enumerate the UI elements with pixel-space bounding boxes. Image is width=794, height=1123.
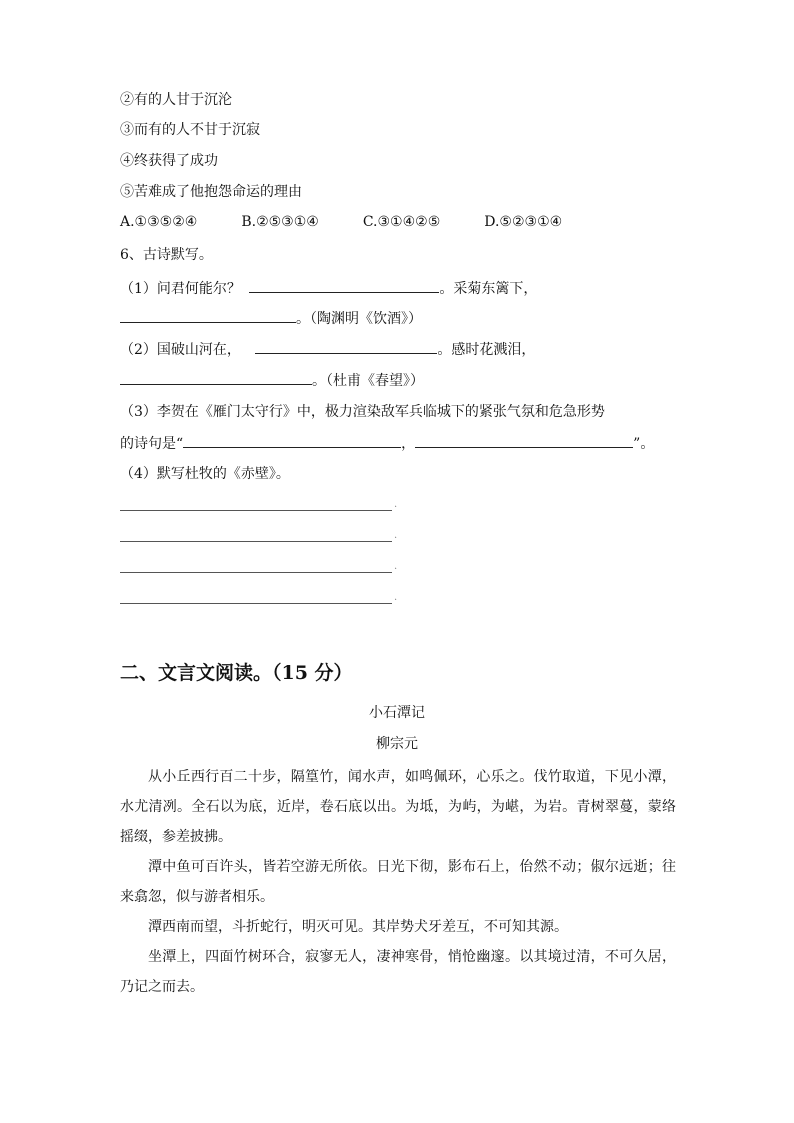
passage-paragraph-2: 潭中鱼可百许头，皆若空游无所依。日光下彻，影布石上，佁然不动；俶尔远逝；往来翕忽，似与游者相乐。 [120,859,676,905]
q6-part4-prompt: （4）默写杜牧的《赤壁》。 [120,466,290,482]
answer-blank[interactable] [120,370,312,385]
q6-part3-line1: （3）李贺在《雁门太守行》中，极力渲染敌军兵临城下的紧张气氛和危急形势 [120,404,605,420]
answer-blank[interactable] [183,433,401,448]
q6-part1-line1 [120,278,537,299]
option-c: C.③①④②⑤ [362,214,441,230]
q6-part3-end: ”。 [633,436,655,452]
q6-part3-comma: ， [401,436,416,452]
order-item-3: ③而有的人不甘于沉寂 [120,122,260,138]
q6-part3-lead: 的诗句是“ [120,436,184,452]
writing-line[interactable] [120,541,392,542]
passage-title: 小石潭记 [369,705,425,721]
option-d: D.⑤②③①④ [484,214,563,230]
q6-part2-line2 [120,370,424,391]
passage-paragraph-4: 坐潭上，四面竹树环合，寂寥无人，凄神寒骨，悄怆幽邃。以其境过清，不可久居，乃记之而去。 [120,949,676,995]
q6-part1-source: 。（陶渊明《饮酒》） [296,311,422,327]
writing-line[interactable] [120,603,392,604]
q6-part2-source: 。（杜甫《春望》） [312,373,424,389]
q6-part1-prompt: （1）问君何能尔？ [120,281,241,297]
q6-part1-line2 [120,308,422,329]
passage-author: 柳宗元 [376,736,418,752]
q6-part2-mid: 。感时花溅泪， [437,342,536,358]
order-item-2: ②有的人甘于沉沦 [120,92,232,108]
answer-blank[interactable] [249,278,439,293]
order-item-4: ④终获得了成功 [120,153,218,169]
answer-blank[interactable] [255,339,437,354]
option-a: A.①③⑤②④ [120,214,198,230]
question-6-title: 6、古诗默写。 [120,247,213,263]
writing-line[interactable] [120,510,392,511]
q6-part2-prompt: （2）国破山河在， [120,342,241,358]
passage-paragraph-3: 潭西南而望，斗折蛇行，明灭可见。其岸势犬牙差互，不可知其源。 [148,919,568,935]
writing-line[interactable] [120,572,392,573]
q6-part3-line2 [120,433,654,454]
section-heading: 二、文言文阅读。（15 分） [120,662,353,684]
passage-paragraph-1: 从小丘西行百二十步，隔篁竹，闻水声，如鸣佩环，心乐之。伐竹取道，下见小潭，水尤清冽。全石以为底，近岸，卷石底以出。为坻，为屿，为嵁，为岩。青树翠蔓，蒙络摇缀，参差披拂。 [120,769,676,845]
answer-options [120,212,562,232]
order-item-5: ⑤苦难成了他抱怨命运的理由 [120,184,302,200]
option-b: B.②⑤③①④ [241,214,319,230]
q6-part2-line1 [120,339,535,360]
answer-blank[interactable] [120,308,296,323]
answer-blank[interactable] [415,433,633,448]
q6-part1-mid: 。采菊东篱下， [439,281,538,297]
